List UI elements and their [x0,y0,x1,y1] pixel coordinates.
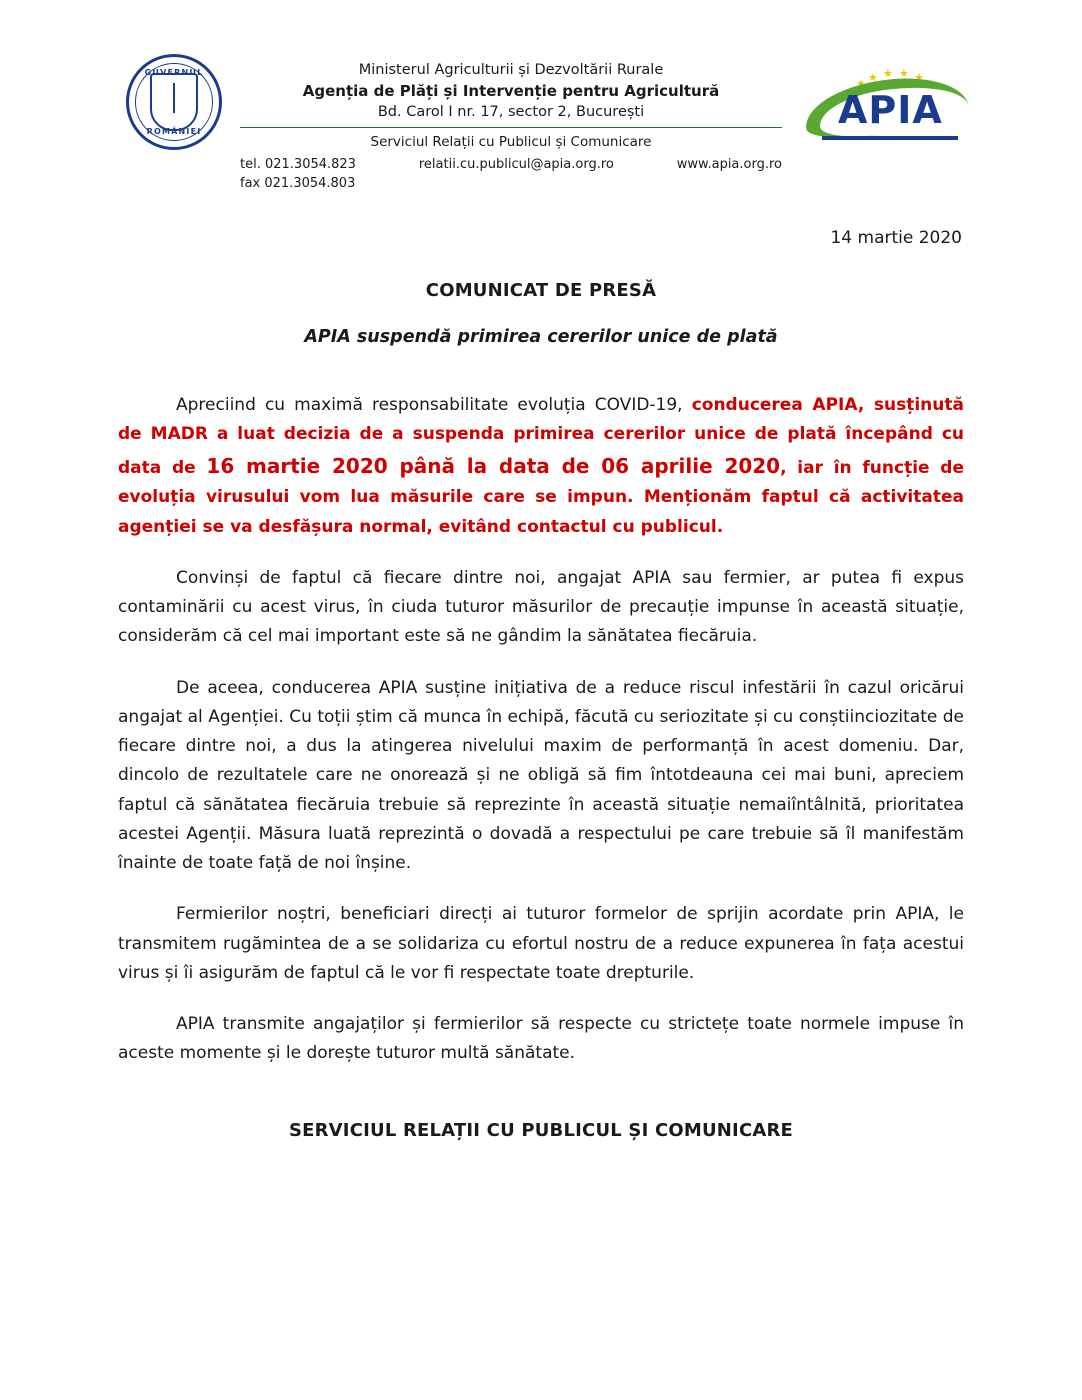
crest-text-top: GUVERNUL [144,68,204,77]
letterhead-text [240,48,782,194]
agency-address: Bd. Carol I nr. 17, sector 2, București [377,103,645,120]
highlight-date-mid: până la data de [387,454,602,479]
fax: fax 021.3054.803 [240,176,356,192]
crest-text-bottom: ROMÂNIEI [146,127,202,136]
page-title: COMUNICAT DE PRESĂ [425,279,657,301]
agency-name: Agenția de Plăți și Intervenție pentru Agricultură [302,81,720,100]
crest-shield-icon [150,73,198,131]
signature-line: SERVICIUL RELAȚII CU PUBLICUL ȘI COMUNICARE [288,1120,794,1142]
contact-block [240,155,782,194]
body-paragraph-4: APIA transmite angajaților și fermierilor să respecte cu strictețe toate normele impuse în aceste momente și le dorește tuturor multă sănătate. [118,1013,964,1064]
apia-underline [822,136,958,140]
government-crest [118,48,230,150]
highlight-red-part2: , iar în funcție de evoluția virusului vom lua măsurile care se impun. Menționăm faptul că activitatea agenției se va desfășura normal, evitând contactul cu publicul. [118,458,964,537]
email-address[interactable]: relatii.cu.publicul@apia.org.ro [418,156,614,172]
ministry-name: Ministerul Agriculturii și Dezvoltării Rurale [358,62,664,78]
body-paragraph-2: De aceea, conducerea APIA susține inițiativa de a reduce riscul infestării în cazul oricărui angajat al Agenției. Cu toții știm că munca în echipă, făcută cu seriozitate și cu conștiinciozitate de fiecare dintre noi, a dus la atingerea nivelului maxim de performanță în acest domeniu. Dar, dincolo de rezultatele care ne onorează și ne obligă să fim întotdeauna cei mai buni, apreciem faptul că sănătatea fiecăruia trebuie să reprezinte în această situație nemaiîntâlnită, prioritatea acestei Agenții. Măsura luată reprezintă o dovadă a respectului pe care trebuie să îl manifestăm înainte de toate față de noi înșine. [118,677,964,874]
eu-stars-icon: ★ ★ ★ ★ ★ ★ [856,67,936,90]
email-column [419,155,614,194]
crest-seal-icon [126,54,222,150]
department-name: Serviciul Relații cu Publicul și Comunicare [370,134,652,151]
highlight-date-end: 06 aprilie 2020 [601,454,781,479]
web-column [677,155,782,194]
highlight-lead: Apreciind cu maximă responsabilitate evoluția COVID-19, [176,394,692,415]
highlight-paragraph [118,391,964,542]
phone-column [240,155,356,194]
page-subtitle: APIA suspendă primirea cererilor unice de plată [304,326,778,347]
body-paragraph-1: Convinși de faptul că fiecare dintre noi, angajat APIA sau fermier, ar putea fi expus contaminării cu acest virus, în ciuda tuturor măsurilor de precauție impunse în această situație, considerăm că cel mai important este să ne gândim la sănătatea fiecăruia. [118,567,964,647]
website-url[interactable]: www.apia.org.ro [676,156,782,172]
apia-logo [792,48,964,142]
body-paragraph-3: Fermierilor noștri, beneficiari direcți ai tuturor formelor de sprijin acordate prin APIA, le transmitem rugămintea de a se solidariza cu efortul nostru de a reduce expunerea în fața acestui virus și îi asigurăm de faptul că le vor fi respectate toate drepturile. [118,904,964,983]
letterhead-divider [240,127,782,128]
highlight-date-start: 16 martie 2020 [206,454,388,479]
document-date: 14 martie 2020 [830,227,962,248]
highlight-red-part1: conducerea APIA, susținută de MADR a luat decizia de a suspenda primirea cererilor unice de plată începând cu data de [118,394,964,479]
letterhead [118,48,964,194]
apia-wordmark: APIA [838,88,943,132]
telephone: tel. 021.3054.823 [240,156,356,172]
